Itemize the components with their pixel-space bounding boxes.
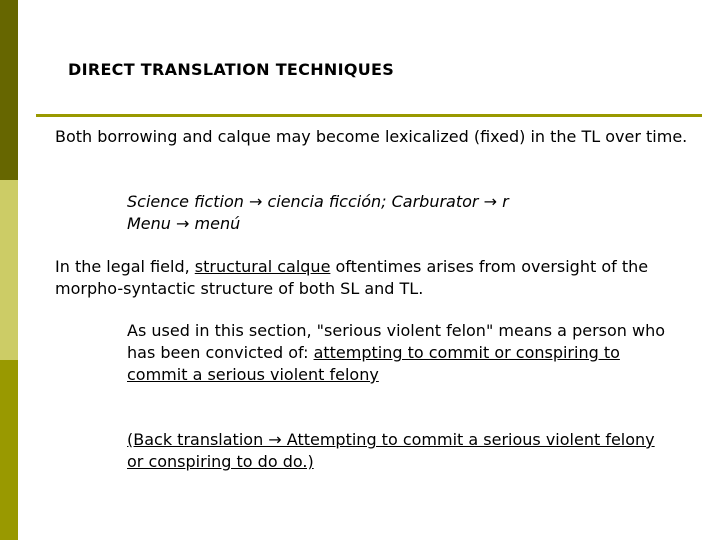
left-bar-bottom — [0, 360, 18, 540]
example-science-fiction: Science fiction → ciencia ficción; Carburator → r — [127, 192, 509, 211]
paragraph-lexicalization: Both borrowing and calque may become lexicalized (fixed) in the TL over time. — [55, 127, 688, 146]
legal-quote — [127, 320, 672, 386]
legal-text-after: oftentimes arises from oversight of the morpho-syntactic structure of both SL and TL. — [55, 257, 649, 298]
left-bar-middle — [0, 180, 18, 360]
title-divider — [36, 114, 702, 117]
back-translation: (Back translation → Attempting to commit a serious violent felony or conspiring to do do.) — [127, 430, 655, 471]
structural-calque-term: structural calque — [194, 257, 331, 276]
slide-title: DIRECT TRANSLATION TECHNIQUES — [68, 60, 395, 79]
legal-text-before: In the legal field, — [55, 257, 195, 276]
left-bar-top — [0, 0, 18, 180]
quote-text: As used in this section, "serious violent felon" means a person who has been convicted of: — [127, 321, 666, 362]
quote-underlined-text: attempting to commit or conspiring to commit a serious violent felony — [127, 343, 620, 384]
example-menu: Menu → menú — [127, 214, 241, 233]
paragraph-legal-field — [55, 256, 695, 300]
